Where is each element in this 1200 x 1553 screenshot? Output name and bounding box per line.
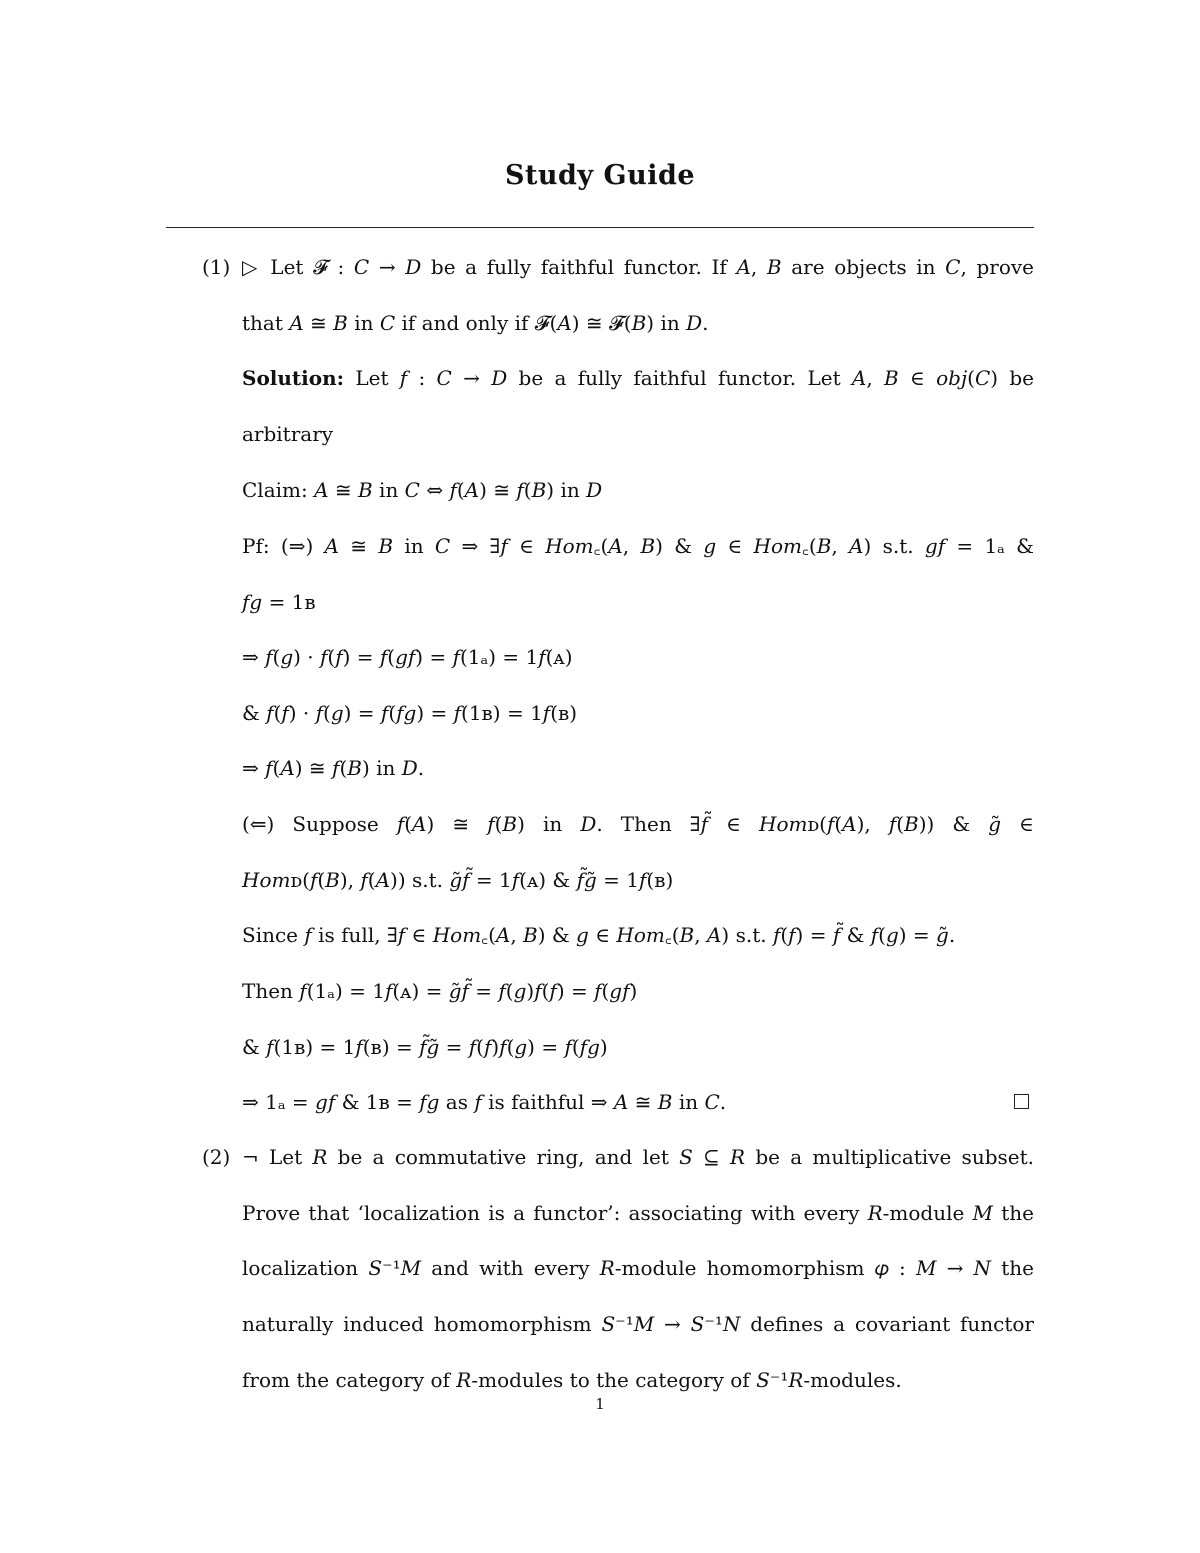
problem-statement-line: ¬ Let 𝑅 be a commutative ring, and let 𝑆 ⊆ 𝑅 be a multiplicative subset. [242,1145,1034,1169]
solution-first-line [242,362,1034,394]
solution-line: Then 𝑓(1ₐ) = 1𝑓(ᴀ) = 𝑔̃𝑓̃ = 𝑓(𝑔)𝑓(𝑓) = 𝑓(𝑔𝑓) [242,979,638,1003]
solution-line: Since 𝑓 is full, ∃𝑓 ∈ 𝐻𝑜𝑚꜀(𝐴, 𝐵) & 𝑔 ∈ 𝐻𝑜𝑚꜀(𝐵, 𝐴) s.t. 𝑓(𝑓) = 𝑓̃ & 𝑓(𝑔) = 𝑔̃. [242,923,956,947]
solution-line: 𝐻𝑜𝑚ᴅ(𝑓(𝐵), 𝑓(𝐴)) s.t. 𝑔̃𝑓̃ = 1𝑓(ᴀ) & 𝑓̃𝑔̃ = 1𝑓(ʙ) [242,868,674,892]
title-rule [166,227,1034,228]
problem-number: (2) [202,1145,231,1169]
qed-square-icon [1014,1094,1029,1109]
solution-line: (⇐) Suppose 𝑓(𝐴) ≅ 𝑓(𝐵) in 𝐷. Then ∃𝑓̃ ∈ 𝐻𝑜𝑚ᴅ(𝑓(𝐴), 𝑓(𝐵)) & 𝑔̃ ∈ [242,812,1034,836]
page-title: Study Guide [504,160,696,191]
problem-statement-line: localization 𝑆⁻¹𝑀 and with every 𝑅-module homomorphism 𝜑 : 𝑀 → 𝑁 the [242,1256,1034,1280]
problem-statement-line: naturally induced homomorphism 𝑆⁻¹𝑀 → 𝑆⁻¹𝑁 defines a covariant functor [242,1312,1034,1336]
problem-statement-line: that 𝐴 ≅ 𝐵 in 𝐶 if and only if 𝓕(𝐴) ≅ 𝓕(𝐵) in 𝐷. [242,311,709,335]
solution-line: 𝑓𝑔 = 1ʙ [242,590,316,614]
solution-line: ⇒ 𝑓(𝐴) ≅ 𝑓(𝐵) in 𝐷. [242,756,425,780]
solution-line: ⇒ 1ₐ = 𝑔𝑓 & 1ʙ = 𝑓𝑔 as 𝑓 is faithful ⇒ 𝐴 ≅ 𝐵 in 𝐶. [242,1090,727,1114]
solution-line: arbitrary [242,422,334,446]
page-number: 1 [595,1395,605,1413]
solution-label: Solution: [242,366,345,390]
problem-statement-line: ▷ Let 𝓕 : 𝐶 → 𝐷 be a fully faithful functor. If 𝐴, 𝐵 are objects in 𝐶, prove [242,255,1034,279]
problem-statement-line: Prove that ‘localization is a functor’: associating with every 𝑅-module 𝑀 the [242,1201,1034,1225]
solution-line: & 𝑓(𝑓) · 𝑓(𝑔) = 𝑓(𝑓𝑔) = 𝑓(1ʙ) = 1𝑓(ʙ) [242,701,578,725]
problem-number: (1) [202,255,231,279]
solution-line: & 𝑓(1ʙ) = 1𝑓(ʙ) = 𝑓̃𝑔̃ = 𝑓(𝑓)𝑓(𝑔) = 𝑓(𝑓𝑔) [242,1035,608,1059]
solution-line: ⇒ 𝑓(𝑔) · 𝑓(𝑓) = 𝑓(𝑔𝑓) = 𝑓(1ₐ) = 1𝑓(ᴀ) [242,645,573,669]
solution-line: Claim: 𝐴 ≅ 𝐵 in 𝐶 ⇔ 𝑓(𝐴) ≅ 𝑓(𝐵) in 𝐷 [242,478,603,502]
solution-line: Pf: (⇒) 𝐴 ≅ 𝐵 in 𝐶 ⇒ ∃𝑓 ∈ 𝐻𝑜𝑚꜀(𝐴, 𝐵) & 𝑔 ∈ 𝐻𝑜𝑚꜀(𝐵, 𝐴) s.t. 𝑔𝑓 = 1ₐ & [242,534,1034,558]
solution-text: Let 𝑓 : 𝐶 → 𝐷 be a fully faithful functor. Let 𝐴, 𝐵 ∈ 𝑜𝑏𝑗(𝐶) be [344,366,1034,390]
problem-statement-line: from the category of 𝑅-modules to the category of 𝑆⁻¹𝑅-modules. [242,1368,902,1392]
